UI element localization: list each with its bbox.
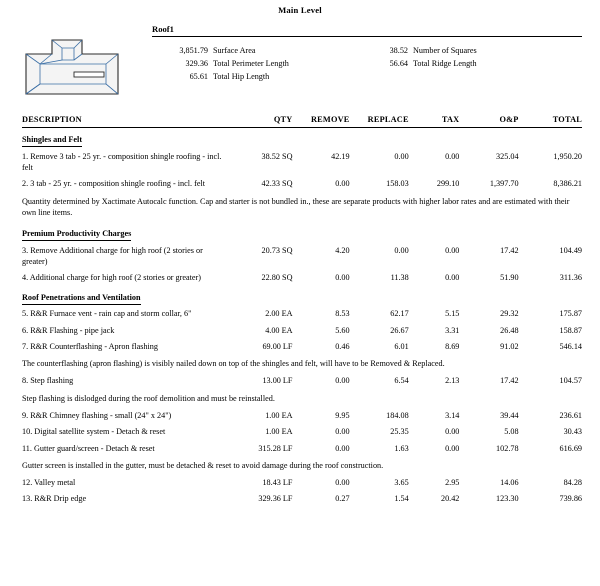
stat-label: Total Perimeter Length <box>213 59 289 68</box>
section-header-cell <box>22 222 582 242</box>
roof-summary-block <box>22 24 582 102</box>
stat-line <box>152 70 352 83</box>
item-remove: 42.19 <box>331 151 350 161</box>
column-header-op: O&P <box>459 115 518 128</box>
item-replace: 158.03 <box>386 179 409 189</box>
item-qty: 69.00 LF <box>262 341 293 351</box>
item-tax: 0.00 <box>445 245 460 255</box>
table-row <box>22 322 582 338</box>
item-description: 3. Remove Additional charge for high roof (2 stories or greater) <box>22 245 203 266</box>
table-row <box>22 148 582 175</box>
table-row <box>22 408 582 424</box>
item-op: 29.32 <box>500 309 519 319</box>
item-qty: 20.73 SQ <box>261 245 293 255</box>
item-tax: 3.31 <box>445 325 460 335</box>
item-remove: 5.60 <box>335 325 350 335</box>
section-header-label: Roof Penetrations and Ventilation <box>22 292 141 305</box>
item-op: 102.78 <box>496 443 519 453</box>
column-header-replace: REPLACE <box>350 115 409 128</box>
item-total: 739.86 <box>559 494 582 504</box>
item-op: 5.08 <box>504 427 519 437</box>
item-remove: 4.20 <box>335 245 350 255</box>
table-body <box>22 128 582 508</box>
table-row <box>22 440 582 456</box>
stat-label: Number of Squares <box>413 46 477 55</box>
item-qty: 329.36 LF <box>258 494 293 504</box>
item-replace: 0.00 <box>394 151 409 161</box>
item-description: 4. Additional charge for high roof (2 stories or greater) <box>22 272 202 282</box>
item-qty: 1.00 EA <box>265 411 293 421</box>
item-remove: 0.27 <box>335 494 350 504</box>
item-total: 104.57 <box>559 376 582 386</box>
item-tax: 0.00 <box>445 443 460 453</box>
item-qty: 315.28 LF <box>258 443 293 453</box>
item-replace: 1.63 <box>394 443 409 453</box>
item-op: 51.90 <box>500 272 519 282</box>
item-tax: 5.15 <box>445 309 460 319</box>
item-total: 30.43 <box>563 427 582 437</box>
item-op: 17.42 <box>500 376 519 386</box>
stat-value: 329.36 <box>185 59 208 68</box>
section-header-label: Shingles and Felt <box>22 134 82 147</box>
item-tax: 0.00 <box>445 151 460 161</box>
document-page <box>0 5 600 586</box>
item-qty: 1.00 EA <box>265 427 293 437</box>
note-row <box>22 389 582 408</box>
item-description: 9. R&R Chimney flashing - small (24" x 24") <box>22 411 172 421</box>
table-row <box>22 269 582 285</box>
table-row <box>22 491 582 507</box>
note-text: Gutter screen is installed in the gutter, must be detached & reset to avoid damage during the roof construction. <box>22 461 384 471</box>
column-header-remove: REMOVE <box>292 115 349 128</box>
item-remove: 0.00 <box>335 179 350 189</box>
item-qty: 38.52 SQ <box>261 151 293 161</box>
item-qty: 18.43 LF <box>262 478 293 488</box>
stat-label: Total Ridge Length <box>413 59 477 68</box>
stat-value: 38.52 <box>389 46 408 55</box>
stat-label: Total Hip Length <box>213 72 270 81</box>
column-header-qty: QTY <box>231 115 292 128</box>
item-total: 104.49 <box>559 245 582 255</box>
item-description: 7. R&R Counterflashing - Apron flashing <box>22 341 158 351</box>
item-total: 236.61 <box>559 411 582 421</box>
item-replace: 184.08 <box>386 411 409 421</box>
item-op: 91.02 <box>500 341 519 351</box>
item-tax: 299.10 <box>436 179 460 189</box>
page-title: Main Level <box>278 5 322 15</box>
stat-value: 56.64 <box>389 59 408 68</box>
item-total: 8,386.21 <box>553 179 582 189</box>
stat-line <box>152 44 352 57</box>
item-op: 39.44 <box>500 411 519 421</box>
item-replace: 6.54 <box>394 376 409 386</box>
item-replace: 1.54 <box>394 494 409 504</box>
item-total: 546.14 <box>559 341 582 351</box>
item-op: 325.04 <box>496 151 519 161</box>
item-replace: 26.67 <box>390 325 409 335</box>
item-tax: 2.13 <box>445 376 460 386</box>
stat-line <box>352 57 532 70</box>
item-description: 6. R&R Flashing - pipe jack <box>22 325 115 335</box>
item-total: 1,950.20 <box>553 151 582 161</box>
section-header-cell <box>22 128 582 149</box>
item-description: 10. Digital satellite system - Detach & reset <box>22 427 166 437</box>
item-qty: 13.00 LF <box>262 376 293 386</box>
item-tax: 8.69 <box>445 341 460 351</box>
roof-stats-right <box>352 44 532 83</box>
item-op: 14.06 <box>500 478 519 488</box>
item-remove: 8.53 <box>335 309 350 319</box>
note-text: The counterflashing (apron flashing) is visibly nailed down on top of the shingles and felt, will have to be Removed & Replaced. <box>22 359 445 369</box>
item-remove: 0.00 <box>335 478 350 488</box>
stat-value: 65.61 <box>189 72 208 81</box>
item-remove: 0.00 <box>335 272 350 282</box>
roof-sketch-cell <box>22 24 152 102</box>
item-description: 2. 3 tab - 25 yr. - composition shingle roofing - incl. felt <box>22 179 206 189</box>
roof-sketch-icon <box>22 30 134 102</box>
item-tax: 2.95 <box>445 478 460 488</box>
stat-line <box>352 44 532 57</box>
table-row <box>22 475 582 491</box>
item-replace: 0.00 <box>394 245 409 255</box>
item-description: 1. Remove 3 tab - 25 yr. - composition shingle roofing - incl. felt <box>22 151 222 172</box>
item-remove: 9.95 <box>335 411 350 421</box>
section-header <box>22 128 582 149</box>
item-total: 616.69 <box>559 443 582 453</box>
table-row <box>22 373 582 389</box>
section-header-cell <box>22 286 582 306</box>
roof-divider <box>152 36 582 37</box>
item-tax: 0.00 <box>445 427 460 437</box>
item-total: 158.87 <box>559 325 582 335</box>
note-text: Step flashing is dislodged during the roof demolition and must be reinstalled. <box>22 394 275 404</box>
stat-line <box>152 57 352 70</box>
item-replace: 25.35 <box>390 427 409 437</box>
column-header-description: DESCRIPTION <box>22 115 231 128</box>
section-header <box>22 286 582 306</box>
section-header-label: Premium Productivity Charges <box>22 228 131 241</box>
section-header <box>22 222 582 242</box>
table-row <box>22 176 582 192</box>
item-op: 1,397.70 <box>489 179 519 189</box>
column-header-total: TOTAL <box>519 115 582 128</box>
item-qty: 42.33 SQ <box>261 179 293 189</box>
note-text: Quantity determined by Xactimate Autocalc function. Cap and starter is not bundled in., these are separate products with higher labor rates and are estimated with their own line items. <box>22 196 570 218</box>
item-description: 5. R&R Furnace vent - rain cap and storm collar, 6" <box>22 309 192 319</box>
line-items-table <box>22 115 582 507</box>
roof-info-cell <box>152 24 582 83</box>
item-total: 175.87 <box>559 309 582 319</box>
item-remove: 0.00 <box>335 427 350 437</box>
table-row <box>22 242 582 269</box>
roof-label: Roof1 <box>152 24 174 34</box>
item-replace: 11.38 <box>390 272 409 282</box>
note-row <box>22 192 582 222</box>
stat-label: Surface Area <box>213 46 256 55</box>
table-header-row <box>22 115 582 128</box>
item-qty: 4.00 EA <box>265 325 293 335</box>
item-remove: 0.00 <box>335 376 350 386</box>
table-row <box>22 338 582 354</box>
column-header-tax: TAX <box>409 115 460 128</box>
item-description: 12. Valley metal <box>22 478 76 488</box>
item-remove: 0.00 <box>335 443 350 453</box>
table-row <box>22 424 582 440</box>
note-row <box>22 456 582 475</box>
item-replace: 3.65 <box>394 478 409 488</box>
line-items-table-wrap <box>22 115 582 507</box>
roof-stats-left <box>152 44 352 83</box>
roof-stats <box>152 44 582 83</box>
stat-value: 3,851.79 <box>179 46 208 55</box>
item-op: 26.48 <box>500 325 519 335</box>
item-tax: 0.00 <box>445 272 460 282</box>
note-row <box>22 354 582 373</box>
item-replace: 6.01 <box>394 341 409 351</box>
item-replace: 62.17 <box>390 309 409 319</box>
table-row <box>22 306 582 322</box>
item-description: 8. Step flashing <box>22 376 74 386</box>
item-remove: 0.46 <box>335 341 350 351</box>
item-description: 13. R&R Drip edge <box>22 494 87 504</box>
item-op: 123.30 <box>496 494 519 504</box>
item-qty: 2.00 EA <box>265 309 293 319</box>
item-op: 17.42 <box>500 245 519 255</box>
item-tax: 20.42 <box>440 494 460 504</box>
item-description: 11. Gutter guard/screen - Detach & reset <box>22 443 155 453</box>
item-total: 84.28 <box>563 478 582 488</box>
item-tax: 3.14 <box>445 411 460 421</box>
item-total: 311.36 <box>559 272 582 282</box>
item-qty: 22.80 SQ <box>261 272 293 282</box>
